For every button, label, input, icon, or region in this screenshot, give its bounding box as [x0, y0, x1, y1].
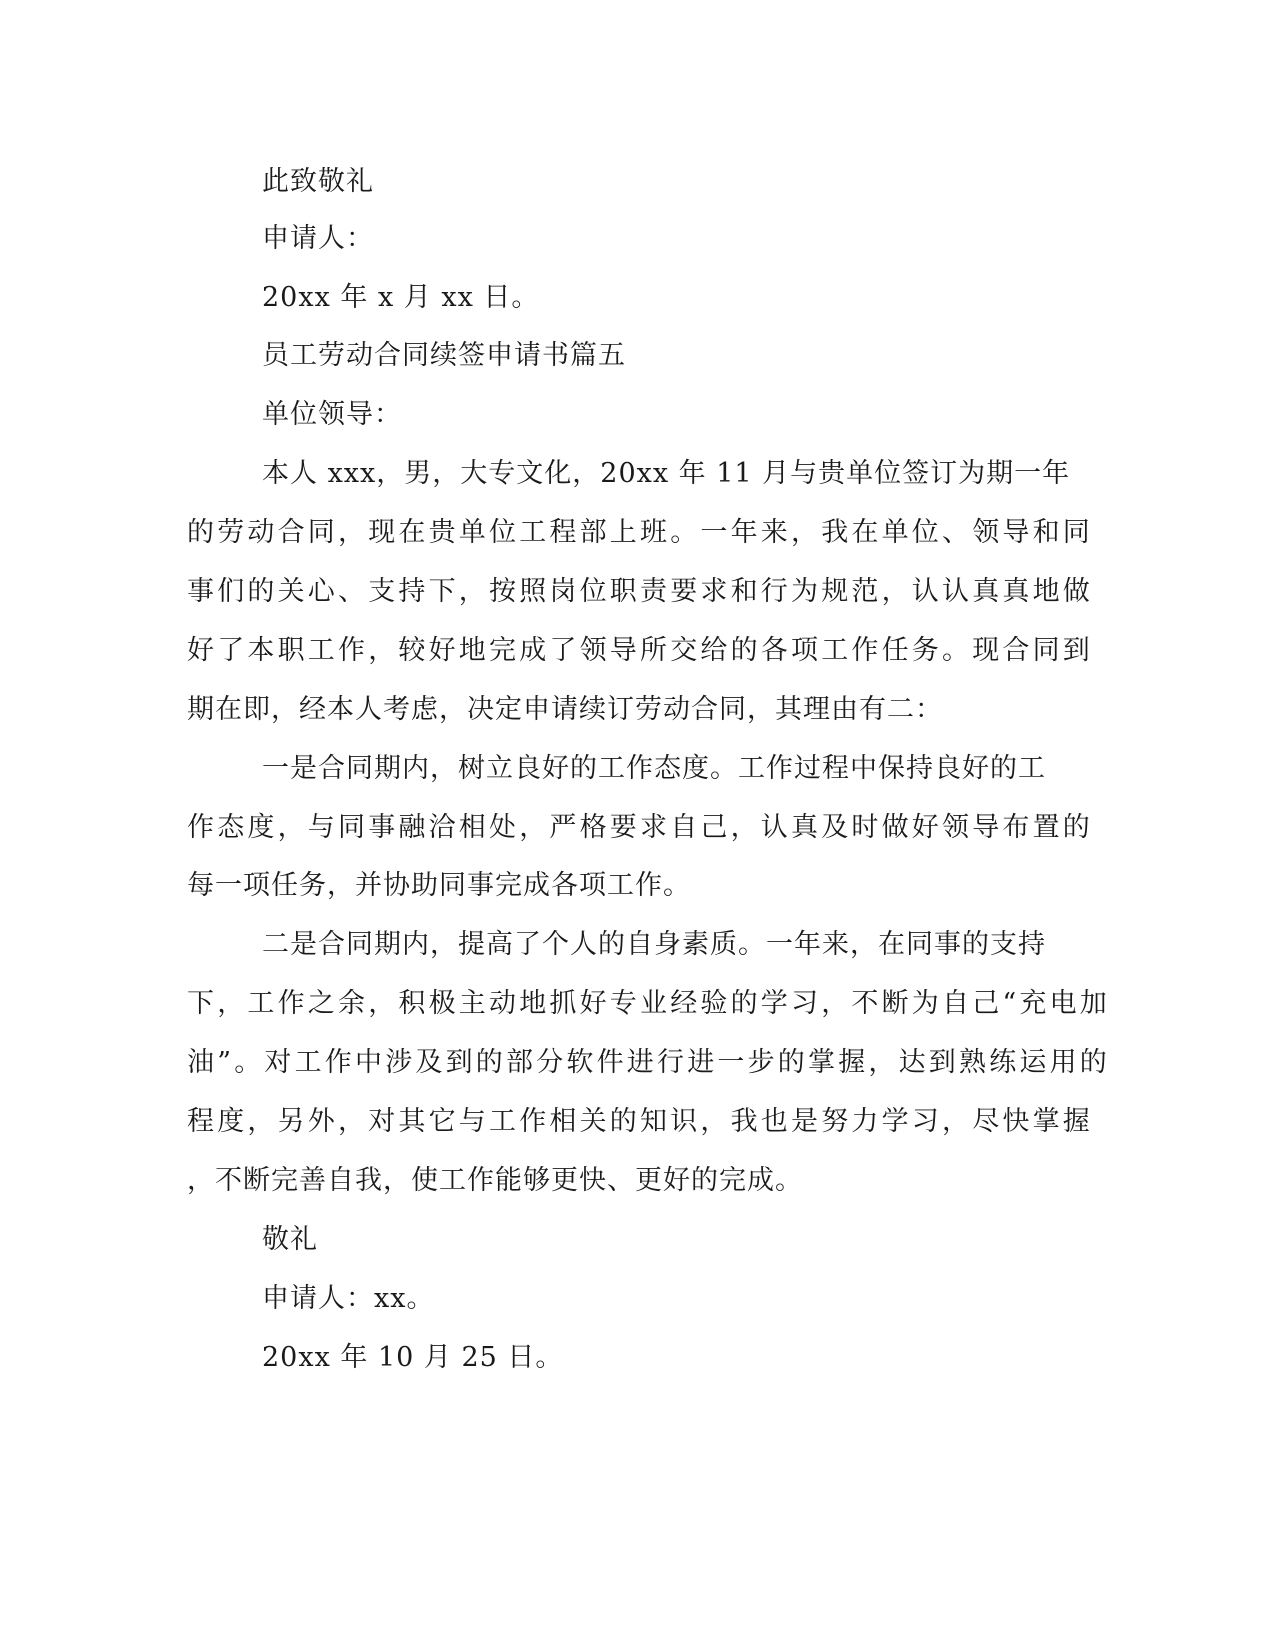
paragraph-line: 下，工作之余，积极主动地抓好专业经验的学习，不断为自己“充电加 — [187, 988, 1111, 1019]
paragraph-line: 二是合同期内，提高了个人的自身素质。一年来，在同事的支持 — [262, 929, 1046, 960]
paragraph-line: ，不断完善自我，使工作能够更快、更好的完成。 — [187, 1165, 803, 1196]
addressee: 单位领导： — [262, 399, 402, 430]
section-title: 员工劳动合同续签申请书篇五 — [262, 340, 626, 371]
paragraph-line: 事们的关心、支持下，按照岗位职责要求和行为规范，认认真真地做 — [187, 576, 1093, 607]
closing-applicant-label: 申请人： — [262, 223, 374, 254]
paragraph-line: 期在即，经本人考虑，决定申请续订劳动合同，其理由有二： — [187, 694, 943, 725]
paragraph-line: 一是合同期内，树立良好的工作态度。工作过程中保持良好的工 — [262, 753, 1046, 784]
closing-salutation: 此致敬礼 — [262, 166, 374, 197]
paragraph-line: 每一项任务，并协助同事完成各项工作。 — [187, 870, 691, 901]
closing-applicant: 申请人：xx。 — [262, 1283, 435, 1314]
paragraph-line: 油”。对工作中涉及到的部分软件进行进一步的掌握，达到熟练运用的 — [187, 1047, 1111, 1078]
paragraph-line: 好了本职工作，较好地完成了领导所交给的各项工作任务。现合同到 — [187, 635, 1093, 666]
closing-salutation: 敬礼 — [262, 1224, 318, 1255]
paragraph-line: 作态度，与同事融洽相处，严格要求自己，认真及时做好领导布置的 — [187, 812, 1093, 843]
closing-date: 20xx 年 x 月 xx 日。 — [262, 282, 540, 313]
closing-date: 20xx 年 10 月 25 日。 — [262, 1342, 564, 1373]
paragraph-line: 程度，另外，对其它与工作相关的知识，我也是努力学习，尽快掌握 — [187, 1106, 1093, 1137]
paragraph-line: 本人 xxx，男，大专文化，20xx 年 11 月与贵单位签订为期一年 — [262, 458, 1071, 489]
paragraph-line: 的劳动合同，现在贵单位工程部上班。一年来，我在单位、领导和同 — [187, 517, 1093, 548]
